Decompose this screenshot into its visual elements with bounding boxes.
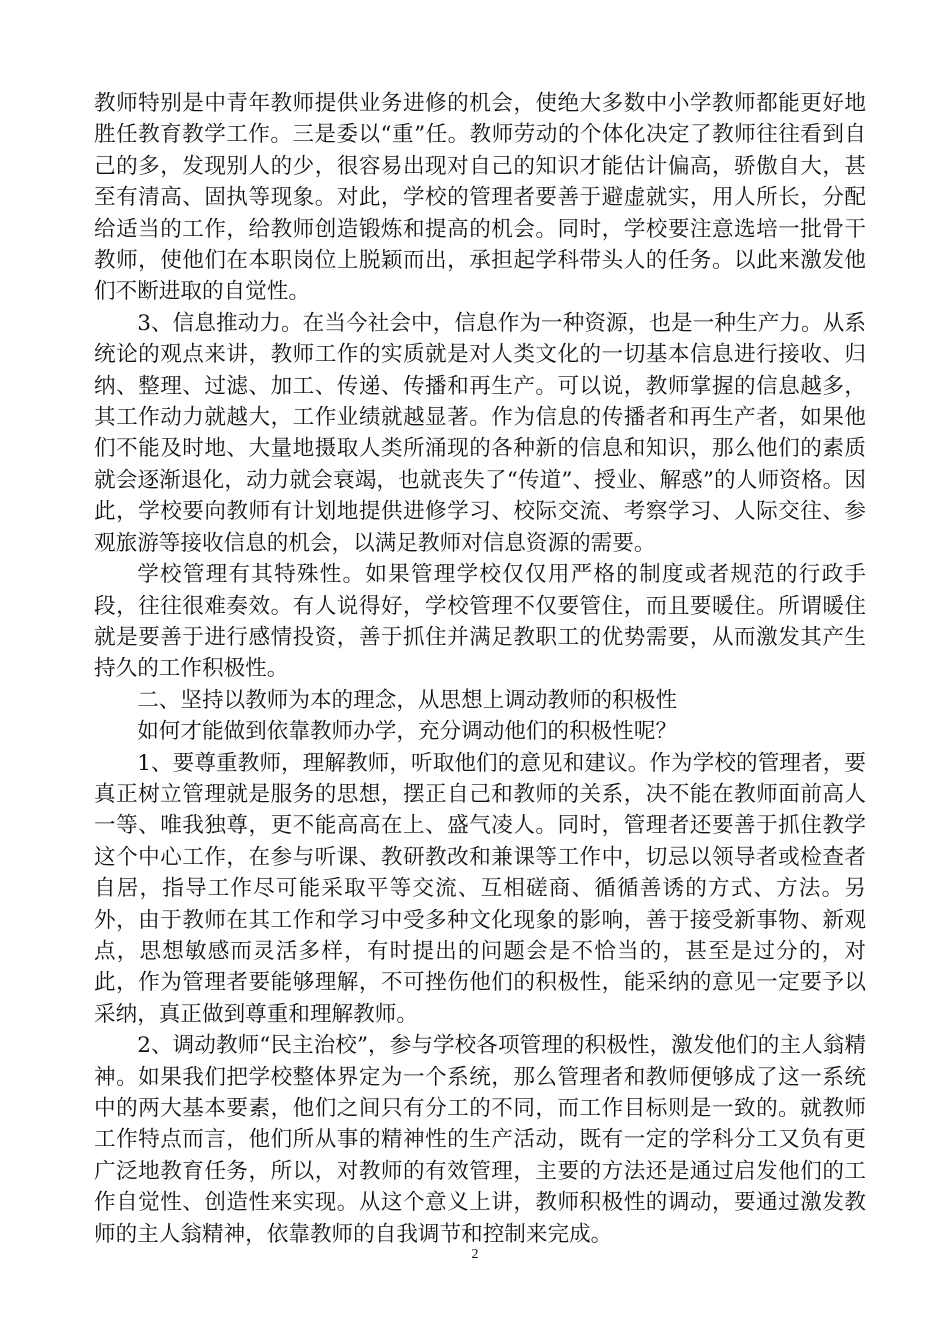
paragraph-continuation: 教师特别是中青年教师提供业务进修的机会，使绝大多数中小学教师都能更好地胜任教育教学工作。三是委以“重”任。教师劳动的个体化决定了教师往往看到自己的多，发现别人的少，很容易出现对自己的知识才能估计偏高，骄傲自大，甚至有清高、固执等现象。对此，学校的管理者要善于避虚就实，用人所长，分配给适当的工作，给教师创造锻炼和提高的机会。同时，学校要注意选培一批骨干教师，使他们在本职岗位上脱颖而出，承担起学科带头人的任务。以此来激发他们不断进取的自觉性。 <box>94 91 866 305</box>
paragraph-management-specialty: 学校管理有其特殊性。如果管理学校仅仅用严格的制度或者规范的行政手段，往往很难奏效。有人说得好，学校管理不仅要管住，而且要暖住。所谓暖住就是要善于进行感情投资，善于抓住并满足教职工的优势需要，从而激发其产生持久的工作积极性。 <box>94 562 866 682</box>
paragraph-information-drive: 3、信息推动力。在当今社会中，信息作为一种资源，也是一种生产力。从系统论的观点来讲，教师工作的实质就是对人类文化的一切基本信息进行接收、归纳、整理、过滤、加工、传递、传播和再生产。可以说，教师掌握的信息越多，其工作动力就越大，工作业绩就越显著。作为信息的传播者和再生产者，如果他们不能及时地、大量地摄取人类所涌现的各种新的信息和知识，那么他们的素质就会逐渐退化，动力就会衰竭，也就丧失了“传道”、授业、解惑”的人师资格。因此，学校要向教师有计划地提供进修学习、校际交流、考察学习、人际交往、参观旅游等接收信息的机会，以满足教师对信息资源的需要。 <box>94 310 866 556</box>
page-number: 2 <box>471 1247 479 1262</box>
document-page <box>94 88 866 1248</box>
paragraph-question: 如何才能做到依靠教师办学，充分调动他们的积极性呢？ <box>137 719 678 745</box>
paragraph-democratic-management: 2、调动教师“民主治校”，参与学校各项管理的积极性，激发他们的主人翁精神。如果我们把学校整体界定为一个系统，那么管理者和教师便够成了这一系统中的两大基本要素，他们之间只有分工的不同，而工作目标则是一致的。就教师工作特点而言，他们所从事的精神性的生产活动，既有一定的学科分工又负有更广泛地教育任务，所以，对教师的有效管理，主要的方法还是通过启发他们的工作自觉性、创造性来实现。从这个意义上讲，教师积极性的调动，要通过激发教师的主人翁精神，依靠教师的自我调节和控制来完成。 <box>94 1033 866 1247</box>
paragraph-respect-teachers: 1、要尊重教师，理解教师，听取他们的意见和建议。作为学校的管理者，要真正树立管理就是服务的思想，摆正自己和教师的关系，决不能在教师面前高人一等、唯我独尊，更不能高高在上、盛气凌人。同时，管理者还要善于抓住教学这个中心工作，在参与听课、教研教改和兼课等工作中，切忌以领导者或检查者自居，指导工作尽可能采取平等交流、互相磋商、循循善诱的方式、方法。另外，由于教师在其工作和学习中受多种文化现象的影响，善于接受新事物、新观点，思想敏感而灵活多样，有时提出的问题会是不恰当的，甚至是过分的，对此，作为管理者要能够理解，不可挫伤他们的积极性，能采纳的意见一定要予以采纳，真正做到尊重和理解教师。 <box>94 750 866 1027</box>
section-heading-teacher-centered: 二、坚持以教师为本的理念，从思想上调动教师的积极性 <box>137 687 678 713</box>
